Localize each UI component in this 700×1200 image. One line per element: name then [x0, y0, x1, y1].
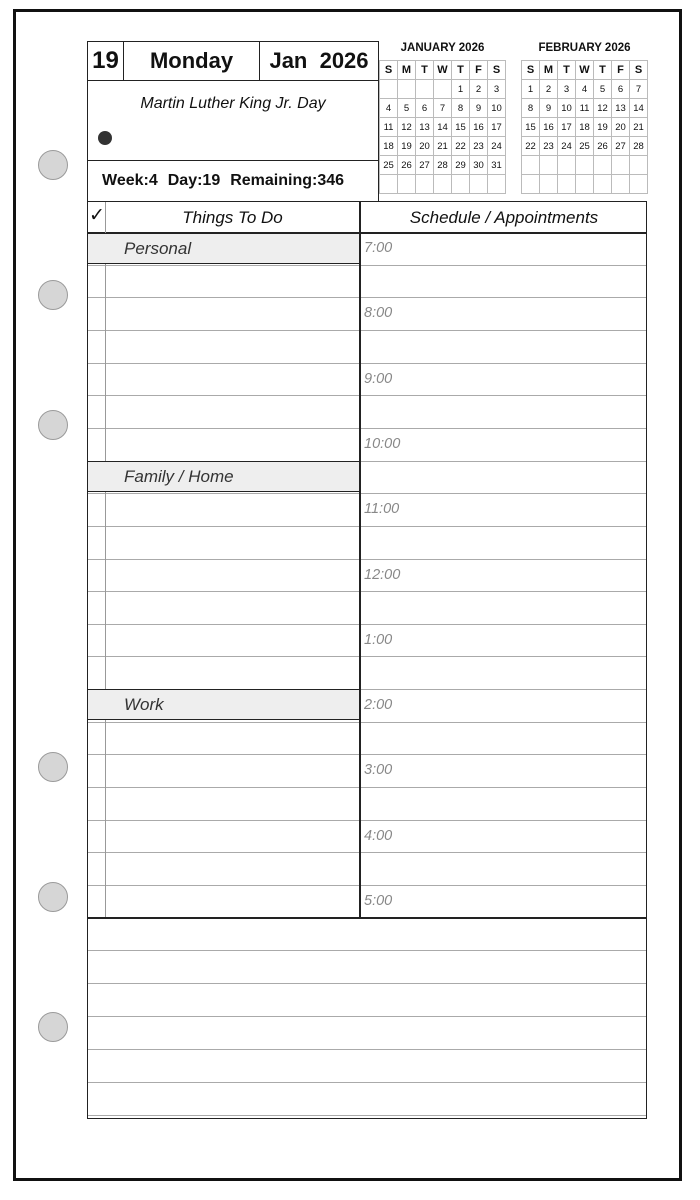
column-line: [359, 202, 361, 917]
rule-line: [88, 820, 646, 821]
rule-line: [88, 493, 646, 494]
calendar-weekday: T: [558, 61, 576, 80]
time-slot-label: 10:00: [364, 436, 401, 452]
calendar-day: 8: [452, 99, 470, 118]
calendar-day: 24: [488, 137, 506, 156]
calendar-day: 12: [594, 99, 612, 118]
calendar-day: 24: [558, 137, 576, 156]
rule-line: [88, 395, 646, 396]
calendar-day: 23: [540, 137, 558, 156]
rule-line: [88, 787, 646, 788]
rule-line: [88, 1115, 646, 1116]
calendar-day: [576, 175, 594, 194]
calendar-day: [594, 156, 612, 175]
days-remaining: Remaining:346: [230, 172, 345, 189]
calendar-day: 2: [540, 80, 558, 99]
rule-line: [88, 1016, 646, 1017]
time-slot-label: 8:00: [364, 305, 393, 321]
calendar-day: [594, 175, 612, 194]
calendar-weekday: T: [594, 61, 612, 80]
calendar-day: 28: [630, 137, 648, 156]
calendar-day: 6: [416, 99, 434, 118]
rule-line: [88, 526, 646, 527]
calendar-day: 4: [380, 99, 398, 118]
moon-phase-icon: [98, 131, 112, 145]
planner-grid: [87, 201, 647, 1119]
calendar-day: 22: [452, 137, 470, 156]
calendar-day: 3: [558, 80, 576, 99]
rule-line: [88, 330, 646, 331]
calendar-day: 27: [416, 156, 434, 175]
calendar-weekday: T: [452, 61, 470, 80]
calendar-day: [630, 175, 648, 194]
calendar-day: [398, 80, 416, 99]
punch-hole-icon: [38, 410, 68, 440]
calendar-weekday: M: [540, 61, 558, 80]
rule-line: [88, 428, 646, 429]
holiday-box: [87, 80, 379, 161]
time-slot-label: 5:00: [364, 893, 393, 909]
calendar-day: 18: [576, 118, 594, 137]
calendar-day: 20: [416, 137, 434, 156]
calendar-day: 17: [488, 118, 506, 137]
calendar-day: [558, 175, 576, 194]
calendar-day: 14: [630, 99, 648, 118]
calendar-day: 1: [522, 80, 540, 99]
punch-hole-icon: [38, 882, 68, 912]
calendar-day: [558, 156, 576, 175]
calendar-day: [612, 156, 630, 175]
rule-line: [88, 1082, 646, 1083]
time-slot-label: 9:00: [364, 371, 393, 387]
calendar-weekday: S: [630, 61, 648, 80]
week-info: [87, 160, 379, 202]
calendar-day: [522, 156, 540, 175]
rule-line: [88, 624, 646, 625]
schedule-column-header: Schedule / Appointments: [409, 208, 599, 227]
rule-line: [88, 656, 646, 657]
punch-hole-icon: [38, 150, 68, 180]
calendar-day: 22: [522, 137, 540, 156]
calendar-day: 20: [612, 118, 630, 137]
day-number: 19: [87, 41, 124, 81]
rule-line: [88, 591, 646, 592]
time-slot-label: 1:00: [364, 632, 393, 648]
rule-line: [88, 265, 646, 266]
calendar-day: 19: [594, 118, 612, 137]
rule-line: [88, 559, 646, 560]
calendar-day: 3: [488, 80, 506, 99]
rule-line: [88, 950, 646, 951]
holiday-name: Martin Luther King Jr. Day: [140, 95, 326, 112]
calendar-day: 8: [522, 99, 540, 118]
calendar-weekday: W: [434, 61, 452, 80]
column-line: [105, 202, 106, 917]
calendar-day: 10: [558, 99, 576, 118]
rule-line: [88, 754, 646, 755]
calendar-day: 11: [576, 99, 594, 118]
calendar-day: [630, 156, 648, 175]
rule-line: [88, 852, 646, 853]
calendar-title: JANUARY 2026: [400, 42, 485, 54]
calendar-day: 13: [416, 118, 434, 137]
calendar-day: [452, 175, 470, 194]
calendar-day: [470, 175, 488, 194]
calendar-day: 6: [612, 80, 630, 99]
punch-hole-icon: [38, 1012, 68, 1042]
day-name: Monday: [123, 41, 260, 81]
calendar-day: [434, 80, 452, 99]
calendar-day: 16: [470, 118, 488, 137]
calendar-title: FEBRUARY 2026: [538, 42, 631, 54]
calendar-day: 11: [380, 118, 398, 137]
rule-line: [88, 885, 646, 886]
calendar-day: 5: [398, 99, 416, 118]
calendar-day: [380, 175, 398, 194]
calendar-day: 29: [452, 156, 470, 175]
calendar-day: 7: [434, 99, 452, 118]
calendar-grid: [379, 60, 506, 194]
rule-line: [88, 917, 646, 919]
calendar-day: [416, 175, 434, 194]
calendar-day: 25: [576, 137, 594, 156]
calendar-day: 7: [630, 80, 648, 99]
calendar-weekday: W: [576, 61, 594, 80]
time-slot-label: 12:00: [364, 567, 401, 583]
punch-hole-icon: [38, 752, 68, 782]
calendar-day: 9: [540, 99, 558, 118]
calendar-day: [612, 175, 630, 194]
time-slot-label: 11:00: [364, 501, 400, 517]
calendar-weekday: T: [416, 61, 434, 80]
calendar-day: 21: [630, 118, 648, 137]
calendar-day: 30: [470, 156, 488, 175]
time-slot-label: 3:00: [364, 762, 393, 778]
time-slot-label: 4:00: [364, 828, 393, 844]
calendar-day: 16: [540, 118, 558, 137]
week-number: Week:4: [102, 172, 158, 189]
month-year: Jan 2026: [259, 41, 379, 81]
calendar-weekday: S: [380, 61, 398, 80]
calendar-day: [488, 175, 506, 194]
rule-line: [88, 1049, 646, 1050]
calendar-day: 25: [380, 156, 398, 175]
calendar-day: [576, 156, 594, 175]
calendar-day: 9: [470, 99, 488, 118]
calendar-day: 4: [576, 80, 594, 99]
calendar-day: 14: [434, 118, 452, 137]
calendar-day: [540, 175, 558, 194]
rule-line: [88, 983, 646, 984]
calendar-day: 26: [594, 137, 612, 156]
time-slot-label: 7:00: [364, 240, 393, 256]
calendar-day: 17: [558, 118, 576, 137]
todo-column-header: Things To Do: [182, 208, 283, 227]
calendar-weekday: S: [522, 61, 540, 80]
calendar-day: 1: [452, 80, 470, 99]
section-personal: Personal: [88, 233, 359, 264]
calendar-day: 2: [470, 80, 488, 99]
rule-line: [88, 363, 646, 364]
day-of-year: Day:19: [167, 172, 221, 189]
calendar-day: [416, 80, 434, 99]
calendar-day: [434, 175, 452, 194]
calendar-day: [522, 175, 540, 194]
calendar-grid: [521, 60, 648, 194]
calendar-day: 31: [488, 156, 506, 175]
rule-line: [88, 297, 646, 298]
calendar-day: 19: [398, 137, 416, 156]
calendar-day: [380, 80, 398, 99]
calendar-weekday: S: [488, 61, 506, 80]
calendar-day: 12: [398, 118, 416, 137]
calendar-day: [540, 156, 558, 175]
section-family-home: Family / Home: [88, 461, 359, 492]
calendar-weekday: F: [470, 61, 488, 80]
punch-hole-icon: [38, 280, 68, 310]
calendar-day: 26: [398, 156, 416, 175]
calendar-weekday: F: [612, 61, 630, 80]
calendar-day: 18: [380, 137, 398, 156]
time-slot-label: 2:00: [364, 697, 393, 713]
calendar-day: 15: [522, 118, 540, 137]
calendar-day: [398, 175, 416, 194]
rule-line: [88, 722, 646, 723]
calendar-day: 13: [612, 99, 630, 118]
calendar-day: 10: [488, 99, 506, 118]
calendar-day: 21: [434, 137, 452, 156]
calendar-day: 15: [452, 118, 470, 137]
section-work: Work: [88, 689, 359, 720]
calendar-weekday: M: [398, 61, 416, 80]
calendar-day: 5: [594, 80, 612, 99]
calendar-day: 23: [470, 137, 488, 156]
calendar-day: 27: [612, 137, 630, 156]
check-mark-icon: ✓: [89, 205, 105, 226]
calendar-day: 28: [434, 156, 452, 175]
